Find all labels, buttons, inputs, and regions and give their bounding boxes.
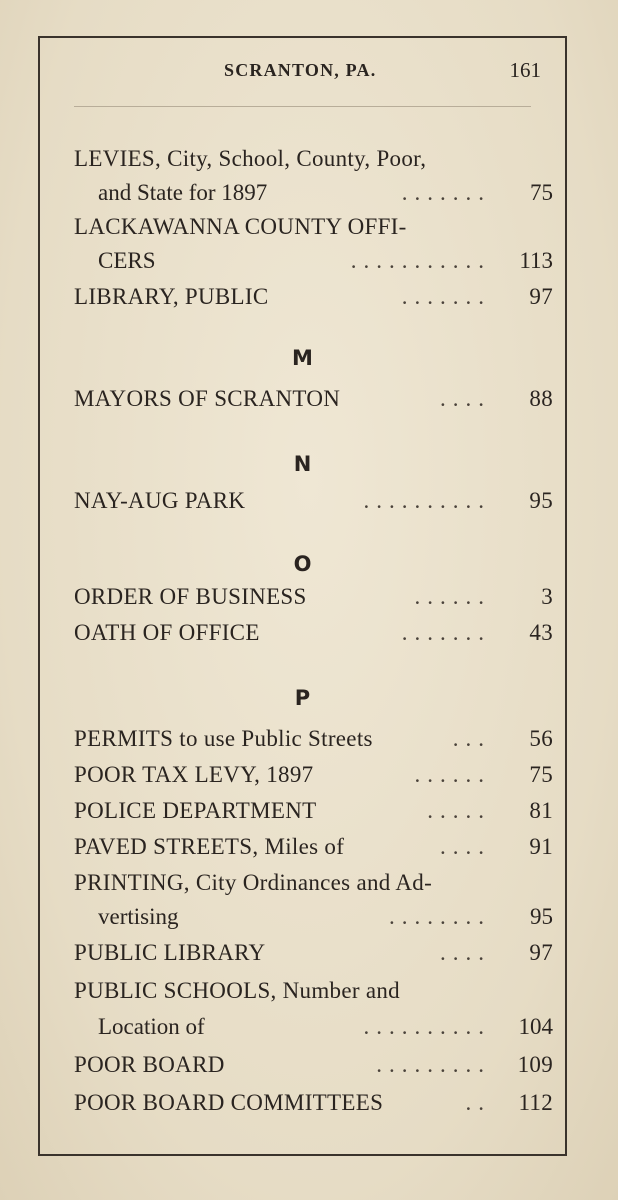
- leader-dots: .........: [376, 1052, 491, 1077]
- leader-dots: ..: [465, 1090, 491, 1115]
- index-entry: [74, 938, 553, 968]
- entry-page: 112: [518, 1090, 553, 1115]
- section-letter-n: N: [293, 452, 312, 476]
- entry-page: 109: [517, 1052, 553, 1077]
- header-rule: [74, 106, 531, 107]
- entry-text: Location of: [98, 1014, 205, 1039]
- leader-dots: .......: [401, 620, 491, 645]
- index-entry-continuation: [98, 246, 553, 276]
- leader-dots: ....: [440, 940, 491, 965]
- entry-page: 91: [529, 834, 553, 859]
- leader-dots: ......: [414, 762, 491, 787]
- entry-page: 75: [530, 180, 553, 205]
- entry-page: 104: [518, 1014, 553, 1039]
- entry-text: POOR BOARD COMMITTEES: [74, 1090, 384, 1115]
- leader-dots: ...........: [350, 248, 491, 273]
- entry-text: NAY-AUG PARK: [74, 488, 246, 513]
- entry-text: ORDER OF BUSINESS: [74, 584, 307, 609]
- index-entry: [74, 486, 553, 516]
- index-entry: [74, 976, 553, 1006]
- index-entry: [74, 144, 553, 174]
- index-entry: [74, 1088, 553, 1118]
- entry-text: PERMITS to use Public Streets: [74, 726, 373, 751]
- index-entry-continuation: [98, 1012, 553, 1042]
- entry-text: PRINTING, City Ordinances and Ad-: [74, 870, 433, 895]
- entry-text: PAVED STREETS, Miles of: [74, 834, 345, 859]
- entry-text: PUBLIC SCHOOLS, Number and: [74, 978, 400, 1003]
- index-entry: [74, 582, 553, 612]
- leader-dots: ....: [440, 386, 491, 411]
- entry-page: 81: [529, 798, 553, 823]
- leader-dots: ........: [389, 904, 491, 929]
- index-entry: [74, 618, 553, 648]
- running-head: [40, 60, 565, 90]
- entry-text: PUBLIC LIBRARY: [74, 940, 266, 965]
- entry-page: 95: [530, 904, 553, 929]
- leader-dots: .......: [401, 284, 491, 309]
- index-entry: [74, 384, 553, 414]
- entry-text: LIBRARY, PUBLIC: [74, 284, 269, 309]
- entry-page: 95: [529, 488, 553, 513]
- leader-dots: ...: [452, 726, 491, 751]
- entry-page: 43: [529, 620, 553, 645]
- entry-text: vertising: [98, 904, 179, 929]
- page-frame: [38, 36, 567, 1156]
- leader-dots: ....: [440, 834, 491, 859]
- entry-text: OATH OF OFFICE: [74, 620, 260, 645]
- page-number: 161: [509, 58, 541, 82]
- entry-text: CERS: [98, 248, 156, 273]
- index-entry: [74, 868, 553, 898]
- entry-page: 88: [529, 386, 553, 411]
- leader-dots: ..........: [363, 1014, 491, 1039]
- index-entry: [74, 832, 553, 862]
- index-entry: [74, 796, 553, 826]
- running-head-title: SCRANTON, PA.: [224, 60, 377, 80]
- entry-text: POOR TAX LEVY, 1897: [74, 762, 314, 787]
- entry-text: MAYORS OF SCRANTON: [74, 386, 341, 411]
- section-letter-o: O: [293, 552, 312, 576]
- index-entry: [74, 212, 553, 242]
- entry-page: 3: [541, 584, 553, 609]
- entry-page: 113: [519, 248, 553, 273]
- entry-page: 75: [529, 762, 553, 787]
- entry-text: LACKAWANNA COUNTY OFFI-: [74, 214, 407, 239]
- section-letter-m: M: [292, 346, 313, 370]
- leader-dots: ..........: [363, 488, 491, 513]
- entry-text: LEVIES, City, School, County, Poor,: [74, 146, 427, 171]
- index-entry-continuation: [98, 902, 553, 932]
- entry-page: 97: [529, 284, 553, 309]
- entry-text: POLICE DEPARTMENT: [74, 798, 317, 823]
- entry-text: POOR BOARD: [74, 1052, 225, 1077]
- leader-dots: ......: [414, 584, 491, 609]
- index-entry: [74, 760, 553, 790]
- leader-dots: .......: [401, 180, 491, 205]
- leader-dots: .....: [427, 798, 491, 823]
- index-entry-continuation: [98, 178, 553, 208]
- section-letter-p: P: [294, 686, 311, 710]
- index-entry: [74, 282, 553, 312]
- index-entry: [74, 724, 553, 754]
- index-entry: [74, 1050, 553, 1080]
- entry-text: and State for 1897: [98, 180, 268, 205]
- entry-page: 56: [529, 726, 553, 751]
- entry-page: 97: [529, 940, 553, 965]
